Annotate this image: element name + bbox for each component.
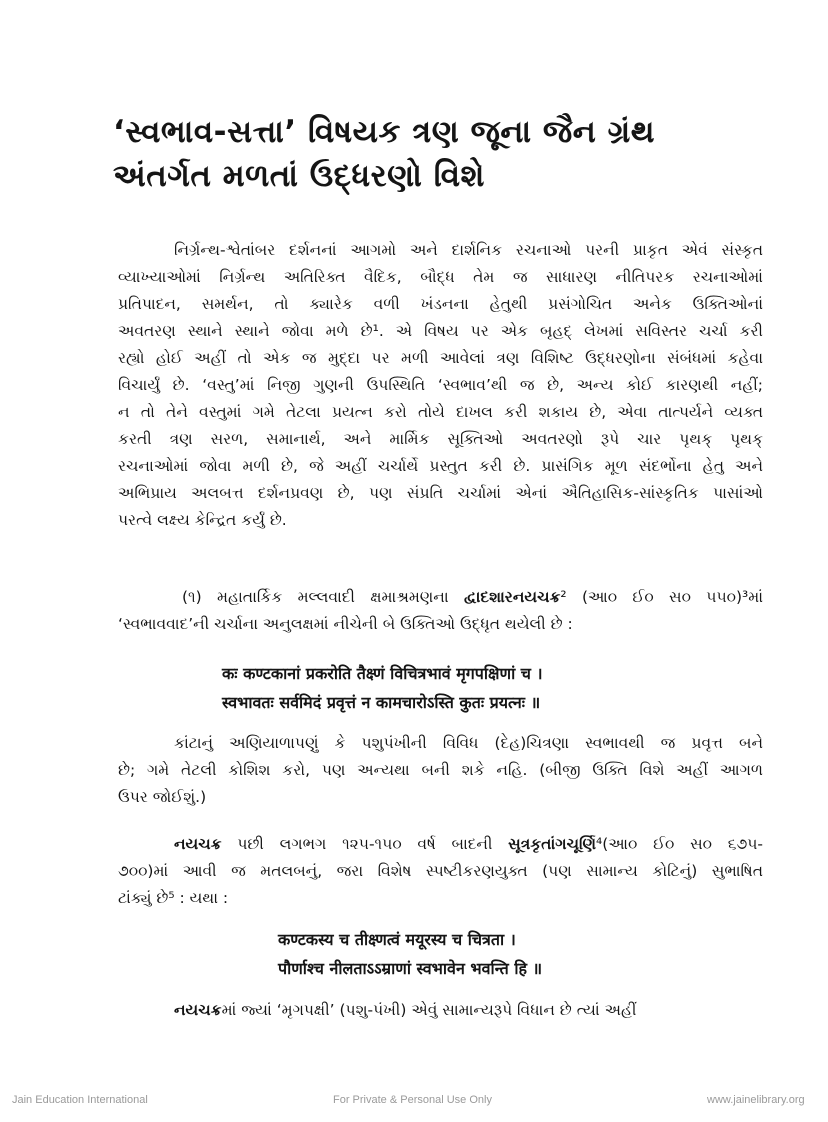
text-line: વ્યાખ્યાઓમાં નિર્ગ્રન્થ અતિરિક્ત વૈદિક, બૌદ્ધ તેમ જ સાધારણ નીતિપરક રચનાઓમાં — [118, 268, 763, 286]
text-line: ‘સ્વભાવવાદ’ની ચર્ચાના અનુલક્ષમાં નીચેની બે ઉક્તિઓ ઉદ્ધૃત થયેલી છે : — [118, 615, 573, 633]
paragraph-section-1 — [118, 584, 763, 638]
text-line: ઉપર જોઈશું.) — [118, 788, 207, 806]
paragraph-translation — [118, 730, 763, 811]
sanskrit-verse-1 — [222, 659, 543, 717]
text-line: નિર્ગ્રન્થ-શ્વેતાંબર દર્શનનાં આગમો અને દાર્શનિક રચનાઓ પરની પ્રાકૃત એવં સંસ્કૃત — [174, 241, 763, 259]
article-title — [113, 110, 713, 198]
paragraph-nayachakra — [118, 997, 763, 1024]
text-line: રચનાઓમાં જોવા મળી છે, જે અહીં ચર્ચાર્થે પ્રસ્તુત કરી છે. પ્રાસંગિક મૂળ સંદર્ભોના હેતુ અને — [118, 457, 763, 475]
text-line: વિચાર્યું છે. ‘વસ્તુ’માં નિજી ગુણની ઉપસ્થિતિ ‘સ્વભાવ’થી જ છે, અન્ય કોઈ કારણથી નહીં; — [118, 376, 763, 394]
text-line: રહ્યો હોઈ અહીં તો એક જ મુદ્દા પર મળી આવેલાં ત્રણ વિશિષ્ટ ઉદ્ધરણોના સંબંધમાં કહેવા — [118, 349, 763, 367]
text-line: છે; ગમે તેટલી કોશિશ કરો, પણ અન્યથા બની શકે નહિ. (બીજી ઉક્તિ વિશે અહીં આગળ — [118, 761, 763, 779]
paragraph-intro — [118, 237, 763, 534]
verse-line: कः कण्टकानां प्रकरोति तैक्ष्णं विचित्रभावं मृगपक्षिणां च । — [222, 664, 543, 683]
text-line: પરત્વે લક્ષ્ય કેન્દ્રિત કર્યું છે. — [118, 511, 287, 529]
text-line: નયચક્રમાં જ્યાં ‘મૃગપક્ષી’ (પશુ-પંખી) એવું સામાન્યરૂપે વિધાન છે ત્યાં અહીં — [174, 1001, 637, 1019]
text-line: ન તો તેને વસ્તુમાં ગમે તેટલા પ્રયત્ન કરો તોયે દાખલ કરી શકાય છે, એવા તાત્પર્યને વ્યક્ત — [118, 403, 763, 421]
verse-line: कण्टकस्य च तीक्ष्णत्वं मयूरस्य च चित्रता । — [278, 930, 516, 949]
title-line-2: અંતર્ગત મળતાં ઉદ્ધરણો વિશે — [113, 158, 485, 194]
text-line: અભિપ્રાય અલબત્ત દર્શનપ્રવણ છે, પણ સંપ્રતિ ચર્ચામાં એનાં ઐતિહાસિક-સાંસ્કૃતિક પાસાંઓ — [118, 484, 763, 502]
text-line: કરતી ત્રણ સરળ, સમાનાર્થ, અને માર્મિક સૂક્તિઓ અવતરણો રૂપે ચાર પૃથક્ પૃથક્ — [118, 430, 763, 448]
footer-usage-notice: For Private & Personal Use Only — [333, 1094, 492, 1106]
text-line: પ્રતિપાદન, સમર્થન, તો ક્યારેક વળી ખંડનના હેતુથી પ્રસંગોચિત અનેક ઉક્તિઓનાં — [118, 295, 763, 313]
text-line: (૧) મહાતાર્કિક મલ્લવાદી ક્ષમાશ્રમણના દ્વાદશારનયચક્ર² (આ૦ ઈ૦ સ૦ ૫૫૦)³માં — [182, 588, 763, 606]
work-title-dvadasharanayachakra: દ્વાદશારનયચક્ર — [464, 588, 561, 606]
text-line: નયચક્ર પછી લગભગ ૧૨૫-૧૫૦ વર્ષ બાદની સૂત્રકૃતાંગચૂર્ણિ⁴(આ૦ ઈ૦ સ૦ ૬૭૫- — [174, 835, 763, 853]
text-line: ટાંક્યું છે⁵ : યથા : — [118, 889, 229, 907]
footer-publisher: Jain Education International — [12, 1094, 148, 1106]
footer-website-link[interactable]: www.jainelibrary.org — [707, 1094, 805, 1106]
paragraph-sutrakritanga — [118, 831, 763, 912]
verse-line: पौर्णाश्च नीलताऽऽम्राणां स्वभावेन भवन्ति हि ॥ — [278, 959, 543, 978]
verse-line: स्वभावतः सर्वमिदं प्रवृत्तं न कामचारोऽस्ति कुतः प्रयत्नः ॥ — [222, 693, 541, 712]
sanskrit-verse-2 — [278, 925, 542, 983]
text-line: કાંટાનું અણિયાળાપણું કે પશુપંખીની વિવિધ (દેહ)ચિત્રણા સ્વભાવથી જ પ્રવૃત્ત બને — [174, 734, 763, 752]
title-line-1: ‘સ્વભાવ-સત્તા’ વિષયક ત્રણ જૂના જૈન ગ્રંથ — [113, 114, 655, 150]
text-line: ૭૦૦)માં આવી જ મતલબનું, જરા વિશેષ સ્પષ્ટીકરણયુક્ત (પણ સામાન્ય કોટિનું) સુભાષિત — [118, 862, 763, 880]
text-line: અવતરણ સ્થાને સ્થાને જોવા મળે છે¹. એ વિષય પર એક બૃહદ્ લેખમાં સવિસ્તર ચર્ચા કરી — [118, 322, 763, 340]
